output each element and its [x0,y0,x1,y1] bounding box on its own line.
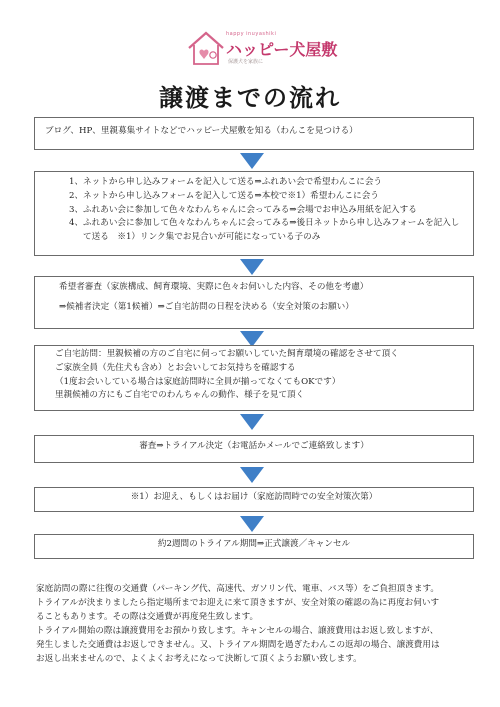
flow-step-4-line: ご自宅訪問：里親候補の方のご自宅に伺ってお願いしていた飼育環境の確認をさせて頂く [55,349,399,359]
logo-house-icon [186,28,226,68]
note-line: 家庭訪問の際に往復の交通費（パーキング代、高速代、ガソリン代、電車、バス等）をご負担頂きます。 [36,584,439,594]
flow-step-4-line: ご家族全員（先住犬も含め）とお会いしてお気持ちを確認する [55,362,296,373]
flow-step-3-line: ⇒候補者決定（第1候補）⇒ご自宅訪問の日程を決める（安全対策のお願い） [59,301,354,312]
logo-name: ハッピー犬屋敷 [226,40,338,59]
down-arrow-icon [240,414,264,430]
flow-step-2-line: 2、ネットから申し込みフォームを記入して送る⇒本校で※1）希望わんこに会う [69,190,379,201]
down-arrow-icon [240,467,264,483]
flow-step-4-line: （1度お会いしている場合は家庭訪問時に全員が揃ってなくてもOKです） [55,376,341,387]
flow-step-3 [34,276,474,329]
note-line: トライアル開始の際は譲渡費用をお預かり致します。キャンセルの場合、譲渡費用はお返し致しますが、 [36,626,439,636]
flow-step-2 [34,171,474,256]
logo-romaji: happy inuyashiki [226,31,277,37]
logo [186,26,338,72]
flow-step-2-line: て送る ※1）リンク集でお見合いが可能になっている子のみ [83,232,321,242]
flow-step-2-line: 3、ふれあい会に参加して色々なわんちゃんに会ってみる⇒会場でお申込み用紙を記入する [69,204,417,215]
flow-step-7 [34,534,474,559]
flow-step-7-line: 約2週間のトライアル期間⇒正式譲渡／キャンセル [157,539,351,549]
note-line: 発生しました交通費はお返しできません。又、トライアル期間を過ぎたわんこの返却の場合、譲渡費用は [36,640,440,650]
page-title: 譲渡までの流れ [159,84,341,112]
notes-paragraph [36,582,476,666]
note-line: ることもあります。その際は交通費が再度発生致します。 [36,612,259,622]
flow-step-4 [34,345,474,411]
down-arrow-icon [240,153,264,169]
flow-step-5 [34,435,474,463]
flow-step-2-line: 4、ふれあい会に参加して色々なわんちゃんに会ってみる⇒後日ネットから申し込みフォームを記入し [69,218,460,229]
note-line: お返し出来ませんので、よくよくお考えになって決断して頂くようお願い致します。 [36,654,362,664]
flow-step-3-line: 希望者審査（家族構成、飼育環境、実際に色々お伺いした内容、その他を考慮） [59,282,369,292]
logo-tagline: 保護犬を家族に [228,59,264,65]
flow-step-4-line: 里親候補の方にもご自宅でのわんちゃんの動作、様子を見て頂く [55,390,305,401]
down-arrow-icon [240,259,264,275]
flow-step-6 [34,487,474,512]
flow-step-1 [34,117,474,150]
flow-step-2-line: 1、ネットから申し込みフォームを記入して送る⇒ふれあい会で希望わんこに会う [69,177,383,187]
flow-step-1-line: ブログ、HP、里親募集サイトなどでハッピー犬屋敷を知る（わんこを見つける） [45,126,358,136]
flow-step-6-line: ※1）お迎え、もしくはお届け（家庭訪問時での安全対策次第） [130,492,378,502]
down-arrow-icon [240,516,264,532]
note-line: トライアルが決まりましたら指定場所までお迎えに来て頂きますが、安全対策の確認の為に再度お伺いす [36,598,440,608]
flow-step-5-line: 審査⇒トライアル決定（お電話かメールでご連絡致します） [139,441,369,451]
